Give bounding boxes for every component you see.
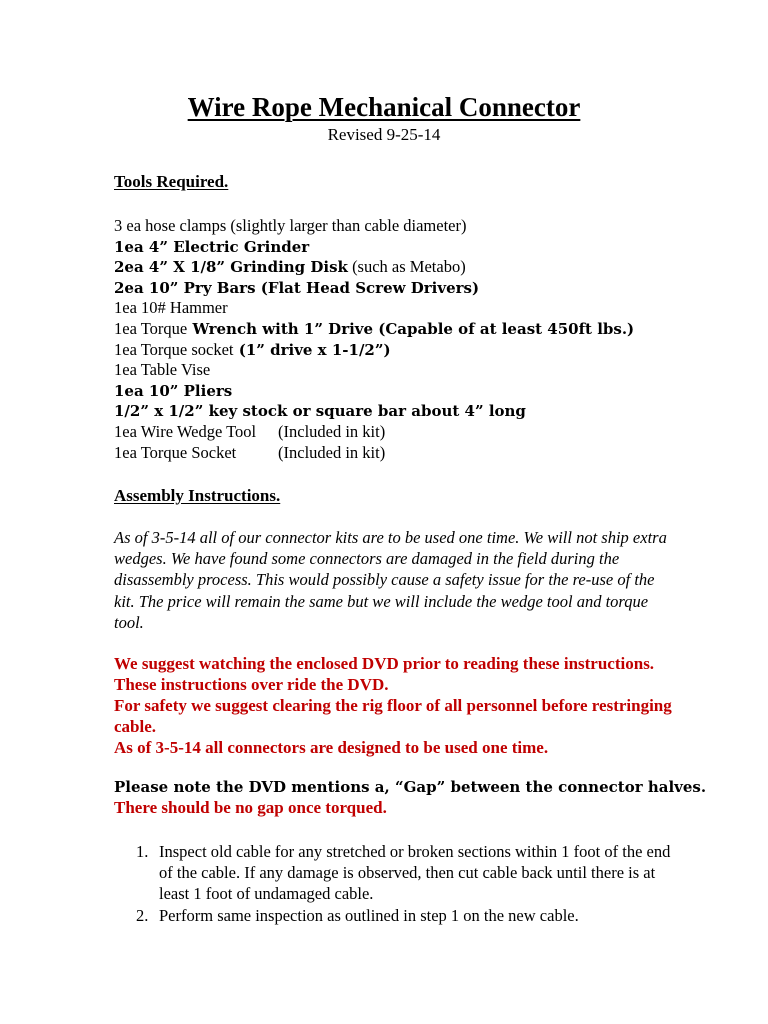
tool-item: 1ea Table Vise [114,360,211,380]
step-number: 1. [136,842,149,861]
steps-list [136,841,676,926]
tool-item: 3 ea hose clamps (slightly larger than cable diameter) [114,216,467,235]
tool-item: 1/2” x 1/2” key stock or square bar about 4” long [114,402,526,421]
tool-item: 1ea 4” Electric Grinder [114,237,310,256]
document-title: Wire Rope Mechanical Connector [187,92,581,122]
gap-note: Please note the DVD mentions a, “Gap” between the connector halves. [114,778,707,796]
warning-one-time: As of 3-5-14 all connectors are designed to be used one time. [114,738,549,758]
step-number: 2. [136,905,149,925]
tool-item: 1ea 10# Hammer [114,298,228,318]
step-item [136,905,676,926]
warning-block [114,653,674,758]
tools-heading: Tools Required. [114,172,229,191]
tool-item: 1ea 10” Pliers [114,381,233,400]
assembly-paragraph: As of 3-5-14 all of our connector kits are to be used one time. We will not ship extra wedges. We have found some connectors are damaged in the field during the disassembly process. This would possibly cause a safety issue for the re-use of the kit. The price will remain the same but we will include the wedge tool and torque tool. [114,528,667,632]
assembly-heading: Assembly Instructions. [114,486,281,505]
gap-warning: There should be no gap once torqued. [114,798,387,817]
tool-item: 1ea Torque Wrench with 1” Drive (Capable of at least 450ft lbs.) [114,318,635,338]
tool-item: 2ea 10” Pry Bars (Flat Head Screw Drivers) [114,278,480,297]
tool-item: 2ea 4” X 1/8” Grinding Disk (such as Metabo) [114,257,466,277]
warning-dvd: We suggest watching the enclosed DVD prior to reading these instructions. These instructions over ride the DVD. [114,654,655,695]
step-text: Perform same inspection as outlined in step 1 on the new cable. [159,905,579,925]
step-item [136,841,676,905]
tools-list [114,216,674,463]
warning-safety: For safety we suggest clearing the rig floor of all personnel before restringing cable. [114,696,672,737]
revision-date: Revised 9-25-14 [327,125,441,144]
step-text: Inspect old cable for any stretched or broken sections within 1 foot of the end of the cable. If any damage is observed, then cut cable back until there is at least 1 foot of undamaged cable. [159,842,671,904]
tool-item: 1ea Torque socket (1” drive x 1-1/2”) [114,339,391,359]
tool-item: 1ea Wire Wedge Tool (Included in kit) [114,421,386,441]
tool-item: 1ea Torque Socket (Included in kit) [114,442,386,462]
